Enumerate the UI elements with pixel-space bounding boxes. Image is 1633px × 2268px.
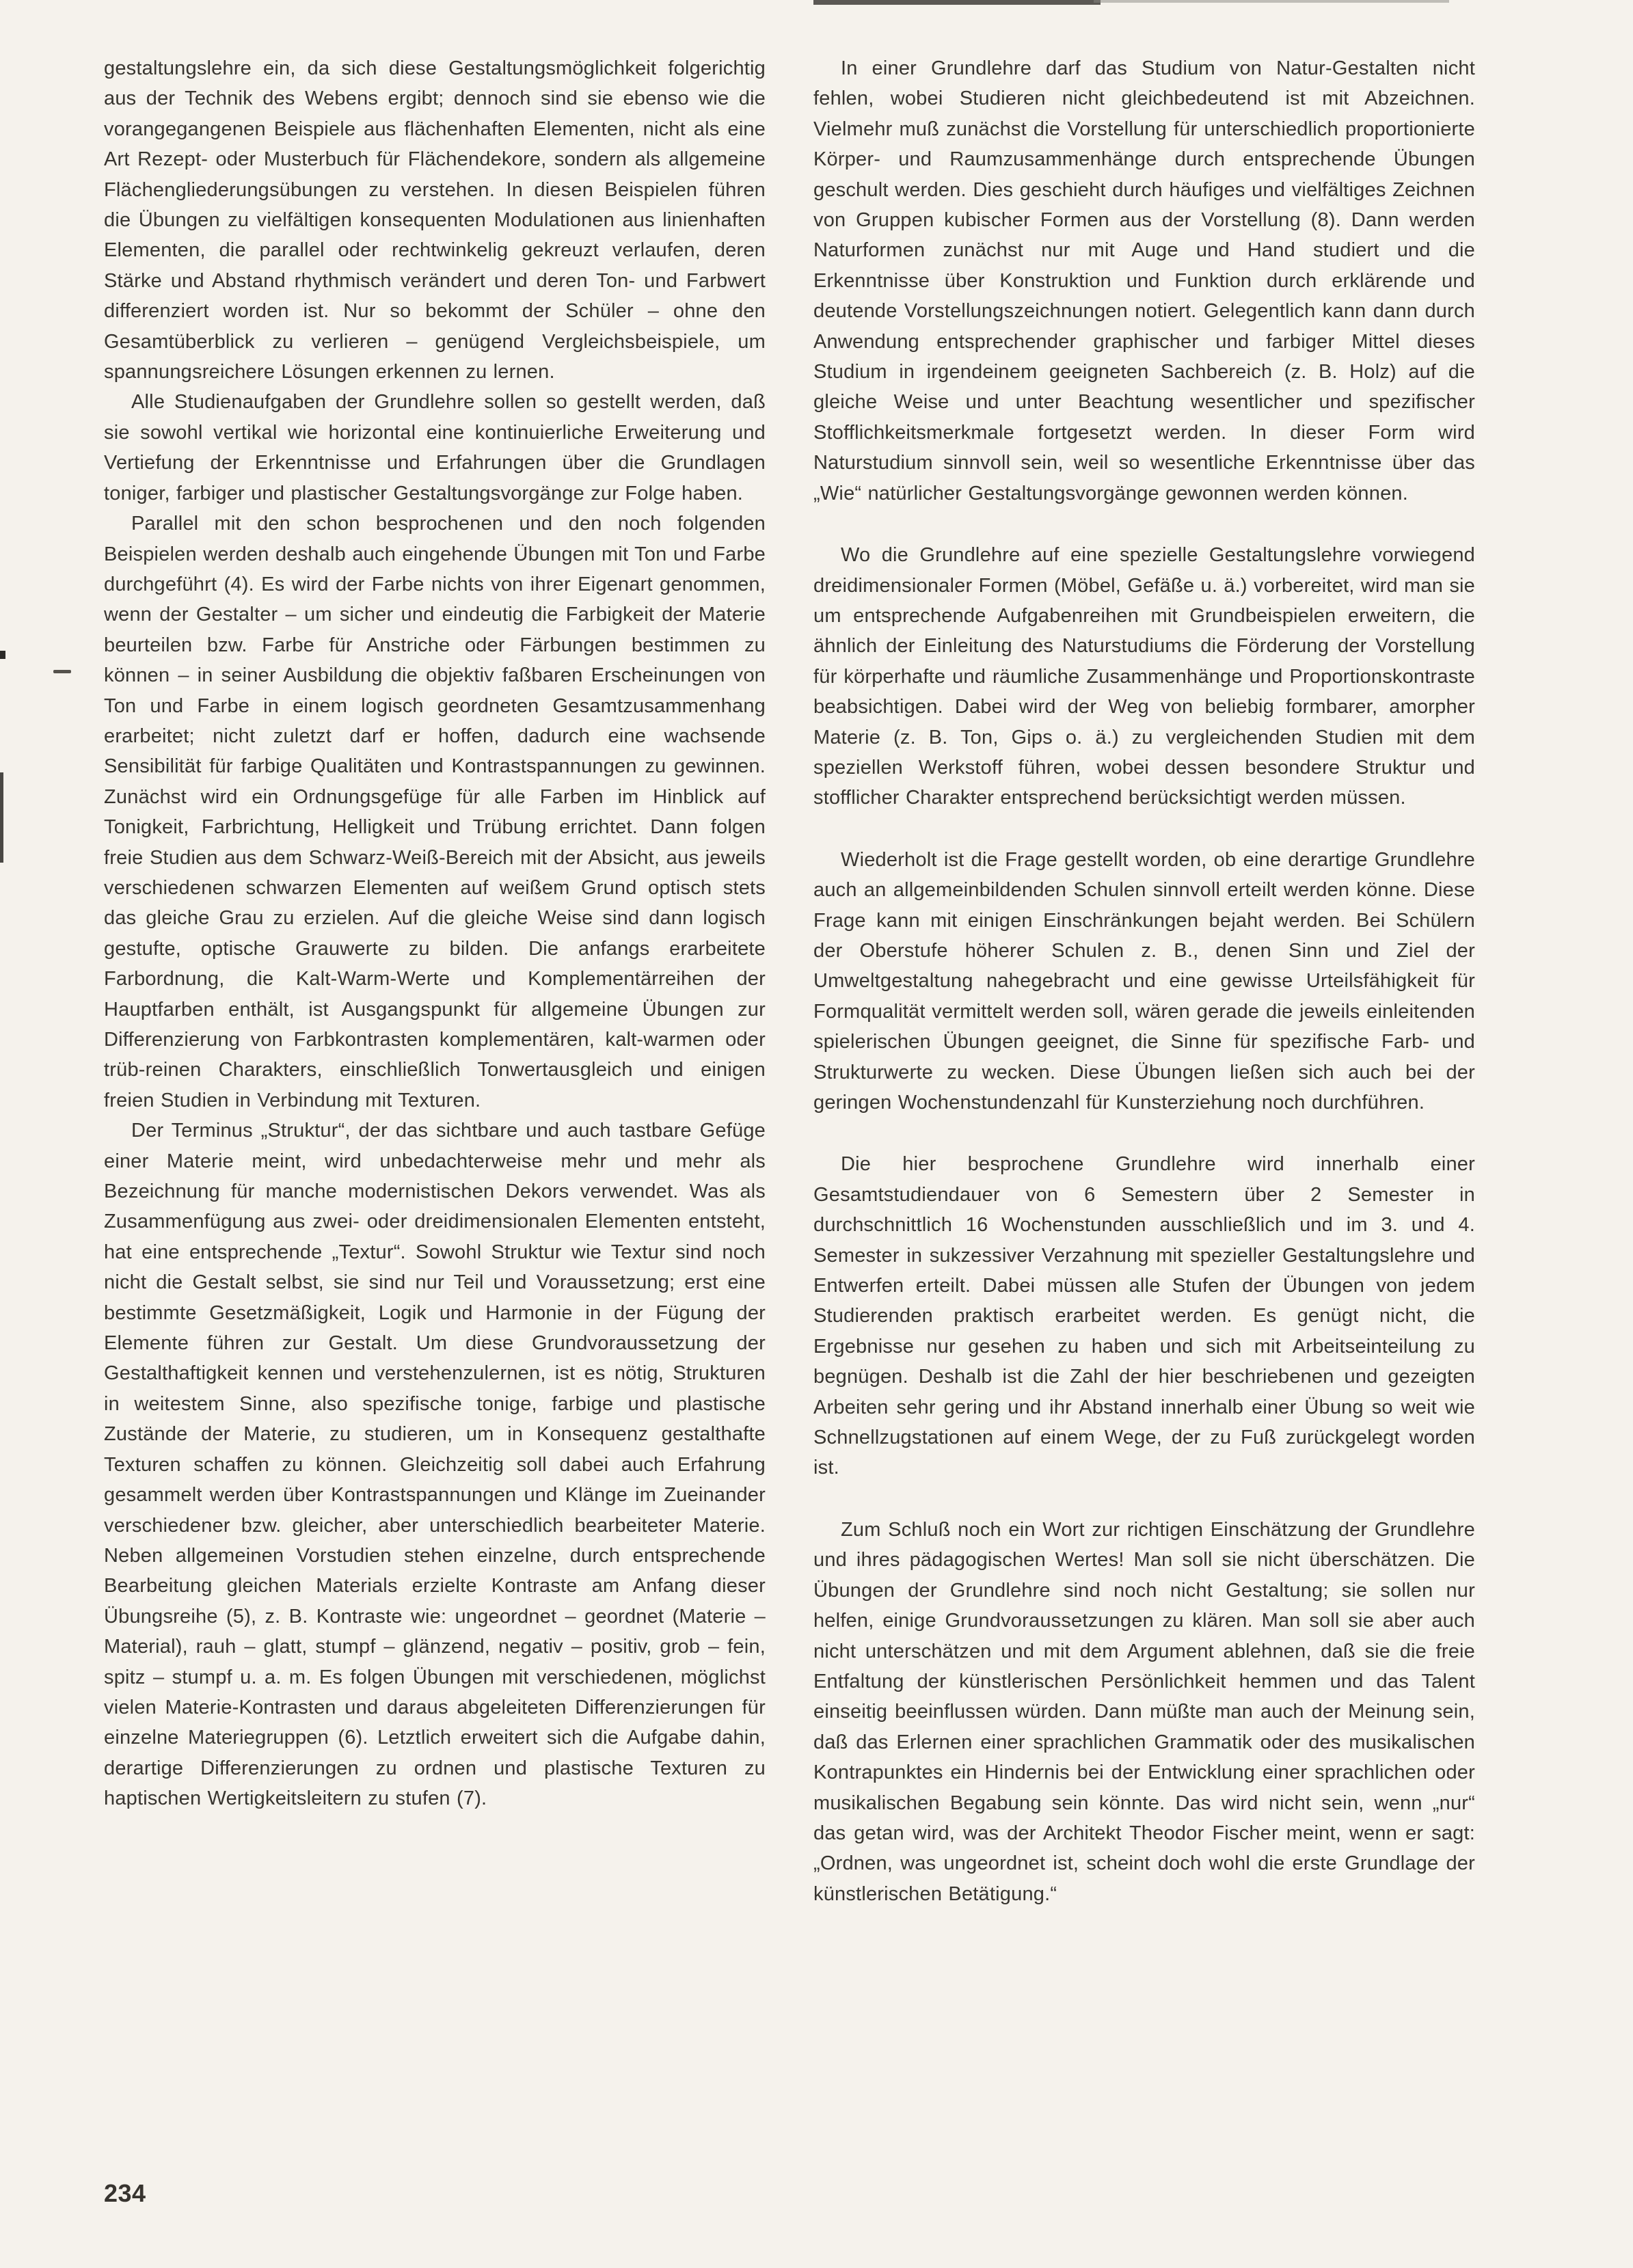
scan-edge-mark bbox=[0, 651, 5, 659]
paragraph: Der Terminus „Struktur“, der das sichtbare und auch tastbare Gefüge einer Materie meint, wird unbedachterweise mehr und mehr als Bezeichnung für manche modernistischen Dekors verwendet. Was als Zusammenfügung aus zwei- oder dreidimensionalen Elementen entsteht, hat eine entsprechende „Textur“. Sowohl Struktur wie Textur sind noch nicht die Gestalt selbst, sie sind nur Teil und Voraussetzung; erst eine bestimmte Gesetzmäßigkeit, Logik und Harmonie in der Fügung der Elemente führen zur Gestalt. Um diese Grundvoraussetzung der Gestalthaftigkeit kennen und verstehenzulernen, ist es nötig, Strukturen in weitestem Sinne, also spezifische tonige, farbige und plastische Zustände der Materie, zu studieren, um in Konsequenz gestalthafte Texturen schaffen zu können. Gleichzeitig soll dabei auch Erfahrung gesammelt werden über Kontrastspannungen und Klänge im Zueinander verschiedener bzw. gleicher, aber unterschiedlich bearbeiteter Materie. Neben allgemeinen Vorstudien stehen einzelne, durch entsprechende Bearbeitung gleichen Materials erzielte Kontraste am Anfang dieser Übungsreihe (5), z. B. Kontraste wie: ungeordnet – geordnet (Materie – Material), rauh – glatt, stumpf – glänzend, negativ – positiv, grob – fein, spitz – stumpf u. a. m. Es folgen Übungen mit verschiedenen, möglichst vielen Materie-Kontrasten und daraus abgeleiteten Differenzierungen für einzelne Materiegruppen (6). Letztlich erweitert sich die Aufgabe dahin, derartige Differenzierungen zu ordnen und plastische Texturen zu haptischen Wertigkeitsleitern zu stufen (7). bbox=[104, 1120, 766, 1810]
scan-edge-mark bbox=[0, 772, 3, 863]
paragraph: Wiederholt ist die Frage gestellt worden, ob eine derartige Grundlehre auch an allgemeinbildenden Schulen sinnvoll erteilt werden könne. Diese Frage kann mit einigen Einschränkungen bejaht werden. Bei Schülern der Oberstufe höherer Schulen z. B., denen Sinn und Ziel der Umweltgestaltung nahegebracht und eine gewisse Urteilsfähigkeit für Formqualität vermittelt werden soll, wären gerade die jeweils einleitenden spielerischen Übungen geeignet, die Sinne für spezifische Farb- und Strukturwerte zu wecken. Diese Übungen ließen sich auch bei der geringen Wochenstundenzahl für Kunsterziehung noch durchführen. bbox=[813, 848, 1475, 1113]
paragraph: gestaltungslehre ein, da sich diese Gestaltungsmöglichkeit folgerichtig aus der Technik des Webens ergibt; dennoch sind sie ebenso wie die vorangegangenen Beispiele aus flächenhaften Elementen, nicht als eine Art Rezept- oder Musterbuch für Flächendekore, sondern als allgemeine Flächengliederungsübungen zu verstehen. In diesen Beispielen führen die Übungen zu vielfältigen konsequenten Modulationen aus linienhaften Elementen, die parallel oder rechtwinkelig gekreuzt verlaufen, deren Stärke und Abstand rhythmisch verändert und deren Ton- und Farbwert differenziert worden ist. Nur so bekommt der Schüler – ohne den Gesamtüberblick zu verlieren – genügend Vergleichsbeispiele, um spannungsreichere Lösungen erkennen zu lernen. bbox=[104, 57, 766, 383]
paragraph: Wo die Grundlehre auf eine spezielle Gestaltungslehre vorwiegend dreidimensionaler Formen (Möbel, Gefäße u. ä.) vorbereitet, wird man sie um entsprechende Aufgabenreihen mit Grundbeispielen erweitern, die ähnlich der Einleitung des Naturstudiums die Förderung der Vorstellung für körperhafte und räumliche Zusammenhänge und Proportionskontraste beabsichtigen. Dabei wird der Weg von beliebig formbarer, amorpher Materie (z. B. Ton, Gips o. ä.) zu vergleichenden Studien mit dem speziellen Werkstoff führen, wobei dessen besondere Struktur und stofflicher Charakter entsprechend berücksichtigt werden müssen. bbox=[813, 544, 1475, 809]
margin-mark bbox=[53, 670, 71, 673]
page-number: 234 bbox=[104, 2179, 146, 2207]
paragraph: In einer Grundlehre darf das Studium von Natur-Gestalten nicht fehlen, wobei Studieren nicht gleichbedeutend ist mit Abzeichnen. Vielmehr muß zunächst die Vorstellung für unterschiedlich proportionierte Körper- und Raumzusammenhänge durch entsprechende Übungen geschult werden. Dies geschieht durch häufiges und vielfältiges Zeichnen von Gruppen kubischer Formen aus der Vorstellung (8). Dann werden Naturformen zunächst nur mit Auge und Hand studiert und die Erkenntnisse über Konstruktion und Funktion durch erklärende und deutende Vorstellungszeichnungen notiert. Gelegentlich kann dann durch Anwendung entsprechender graphischer und farbiger Mittel dieses Studium in irgendeinem geeigneten Sachbereich (z. B. Holz) auf die gleiche Weise und unter Beachtung wesentlicher und spezifischer Stofflichkeitsmerkmale fortgesetzt werden. In dieser Form wird Naturstudium sinnvoll sein, weil so wesentliche Erkenntnisse über das „Wie“ natürlicher Gestaltungsvorgänge gewonnen werden können. bbox=[813, 57, 1475, 504]
left-column bbox=[104, 53, 766, 1909]
scan-artifact-top-dark bbox=[813, 0, 1101, 5]
paragraph: Parallel mit den schon besprochenen und den noch folgenden Beispielen werden deshalb auch eingehende Übungen mit Ton und Farbe durchgeführt (4). Es wird der Farbe nichts von ihrer Eigenart genommen, wenn der Gestalter – um sicher und eindeutig die Farbigkeit der Materie beurteilen bzw. Farbe für Anstriche oder Färbungen bestimmen zu können – in seiner Ausbildung die objektiv faßbaren Erscheinungen von Ton und Farbe in einem logisch geordneten Gesamtzusammenhang erarbeitet; nicht zuletzt darf er hoffen, dadurch eine wachsende Sensibilität für farbige Qualitäten und Kontrastspannungen zu gewinnen. Zunächst wird ein Ordnungsgefüge für alle Farben im Hinblick auf Tonigkeit, Farbrichtung, Helligkeit und Trübung errichtet. Dann folgen freie Studien aus dem Schwarz-Weiß-Bereich mit der Absicht, aus jeweils verschiedenen schwarzen Elementen auf weißem Grund optisch stets das gleiche Grau zu erzielen. Auf die gleiche Weise sind dann logisch gestufte, optische Grauwerte zu bilden. Die anfangs erarbeitete Farbordnung, die Kalt-Warm-Werte und Komplementärreihen der Hauptfarben enthält, ist Ausgangspunkt für allgemeine Übungen zur Differenzierung von Farbkontrasten komplementären, kalt-warmen oder trüb-reinen Charakters, einschließlich Tonwertausgleich und einigen freien Studien in Verbindung mit Texturen. bbox=[104, 513, 766, 1111]
scan-artifact-top-faint bbox=[1094, 0, 1449, 3]
paragraph: Alle Studienaufgaben der Grundlehre sollen so gestellt werden, daß sie sowohl vertikal wie horizontal eine kontinuierliche Erweiterung und Vertiefung der Erkenntnisse und Erfahrungen über die Grundlagen toniger, farbiger und plastischer Gestaltungsvorgänge zur Folge haben. bbox=[104, 391, 766, 504]
paragraph: Die hier besprochene Grundlehre wird innerhalb einer Gesamtstudiendauer von 6 Semestern über 2 Semester in durchschnittlich 16 Wochenstunden ausschließlich und im 3. und 4. Semester in sukzessiver Verzahnung mit spezieller Gestaltungslehre und Entwerfen erteilt. Dabei müssen alle Stufen der Übungen von jedem Studierenden praktisch erarbeitet werden. Es genügt nicht, die Ergebnisse nur gesehen zu haben und sich mit Arbeitseinteilung zu begnügen. Deshalb ist die Zahl der hier beschriebenen und gezeigten Arbeiten sehr gering und ihr Abstand innerhalb einer Übung so weit wie Schnellzugstationen auf einem Wege, der zu Fuß zurückgelegt worden ist. bbox=[813, 1153, 1475, 1479]
right-column bbox=[813, 53, 1475, 1909]
text-columns bbox=[104, 53, 1475, 1909]
paragraph: Zum Schluß noch ein Wort zur richtigen Einschätzung der Grundlehre und ihres pädagogischen Wertes! Man soll sie nicht überschätzen. Die Übungen der Grundlehre sind noch nicht Gestaltung; sie sollen nur helfen, einige Grundvoraussetzungen zu klären. Man soll sie aber auch nicht unterschätzen und mit dem Argument ablehnen, daß sie die freie Entfaltung der künstlerischen Persönlichkeit hemmen und das Talent einseitig beeinflussen würden. Dann müßte man auch der Meinung sein, daß das Erlernen einer sprachlichen Grammatik oder des musikalischen Kontrapunktes ein Hindernis bei der Entwicklung einer sprachlichen oder musikalischen Begabung sein könnte. Das wird nicht sein, wenn „nur“ das getan wird, was der Architekt Theodor Fischer meint, wenn er sagt: „Ordnen, was ungeordnet ist, scheint doch wohl die erste Grundlage der künstlerischen Betätigung.“ bbox=[813, 1518, 1475, 1905]
